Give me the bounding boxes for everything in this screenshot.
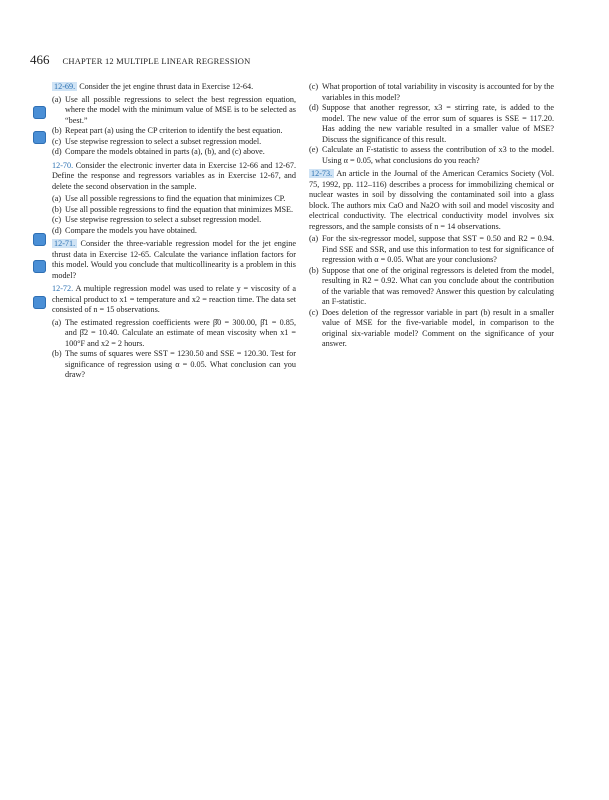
part-a: (a) Use all possible regressions to select the best regression equation, where the model with the minimum value of MSE is to be selected as “best.” [52, 94, 296, 125]
running-header [30, 52, 250, 68]
part-a: (a) Use all possible regressions to find the equation that minimizes CP. [52, 194, 286, 203]
part-b: (b) Repeat part (a) using the CP criterion to identify the best equation. [52, 126, 283, 135]
part-d: (d) Suppose that another regressor, x3 = stirring rate, is added to the model. The new value of the error sum of squares is SSE = 117.20. Has adding the new variable resulted in a smaller value of MSE? Discuss the significance of this result. [309, 103, 554, 144]
exercise-number[interactable]: 12-69. [54, 82, 76, 91]
exercise-marker-icon[interactable] [33, 260, 46, 273]
exercise-12-70: 12-70. Consider the electronic inverter data in Exercise 12-66 and 12-67. Define the response and regressors variables as in Exercise 12-67, and delete the second observation in the sample. [52, 160, 297, 191]
left-column [52, 82, 296, 381]
exercise-marker-icon[interactable] [33, 106, 46, 119]
chapter-title: CHAPTER 12 MULTIPLE LINEAR REGRESSION [62, 56, 251, 66]
part-c: (c) Use stepwise regression to select a subset regression model. [52, 215, 262, 224]
part-d: (d) Compare the models obtained in parts (a), (b), and (c) above. [52, 147, 265, 156]
exercise-marker-icon[interactable] [33, 131, 46, 144]
part-b: (b) Use all possible regressions to find the equation that minimizes MSE. [52, 204, 294, 214]
part-c: (c) Use stepwise regression to select a subset regression model. [52, 136, 262, 146]
exercise-12-72: 12-72. A multiple regression model was used to relate y = viscosity of a chemical product to x1 = temperature and x2 = reaction time. The data set consisted of n = 15 observations. [52, 284, 296, 314]
exercise-marker-icon[interactable] [33, 296, 46, 309]
part-c: (c) What proportion of total variability in viscosity is accounted for by the variables in this model? [309, 82, 554, 102]
part-d: (d) Compare the models you have obtained. [52, 225, 197, 235]
exercise-marker-icon[interactable] [33, 233, 46, 246]
exercise-number[interactable]: 12-72. [52, 284, 74, 293]
exercise-12-69: 12-69. Consider the jet engine thrust data in Exercise 12-64. [54, 82, 254, 91]
exercise-number[interactable]: 12-73. [311, 169, 333, 178]
page-number: 466 [30, 52, 50, 67]
part-c: (c) Does deletion of the regressor variable in part (b) result in a smaller value of MSE for the five-variable model, in comparison to the original six-variable model? Comment on the significance of your answer. [309, 307, 554, 348]
exercise-number[interactable]: 12-70. [52, 160, 74, 170]
exercise-12-73: 12-73. An article in the Journal of the American Ceramics Society (Vol. 75, 1992, pp. 112–116) describes a process for immobilizing chemical or nuclear wastes in soil by dissolving the contaminated soil into a glass block. The authors mix CaO and Na2O with soil and model viscosity and electrical conductivity. The electrical conductivity model involves six regressors, and the sample consists of n = 14 observations. [309, 169, 554, 231]
part-b: (b) The sums of squares were SST = 1230.50 and SSE = 120.30. Test for significance of regression using α = 0.05. What conclusion can you draw? [52, 349, 296, 379]
part-b: (b) Suppose that one of the original regressors is deleted from the model, resulting in R2 = 0.92. What can you conclude about the contribution of the variable that was removed? Answer this question by calculating an F-statistic. [309, 265, 554, 306]
part-e: (e) Calculate an F-statistic to assess the contribution of x3 to the model. Using α = 0.05, what conclusions do you reach? [309, 145, 554, 165]
exercise-number[interactable]: 12-71. [54, 239, 76, 248]
part-a: (a) For the six-regressor model, suppose that SST = 0.50 and R2 = 0.94. Find SSE and SSR, and use this information to test for significance of regression with α = 0.05. What are your conclusions? [309, 234, 554, 264]
exercise-12-71: 12-71. Consider the three-variable regression model for the jet engine thrust data in Exercise 12-65. Calculate the variance inflation factors for this model. Would you conclude that multicollinearity is a problem in this model? [52, 239, 296, 280]
right-column [309, 82, 554, 350]
part-a: (a) The estimated regression coefficients were β̂0 = 300.00, β̂1 = 0.85, and β̂2 = 10.40. Calculate an estimate of mean viscosity when x1 = 100°F and x2 = 2 hours. [52, 317, 296, 348]
